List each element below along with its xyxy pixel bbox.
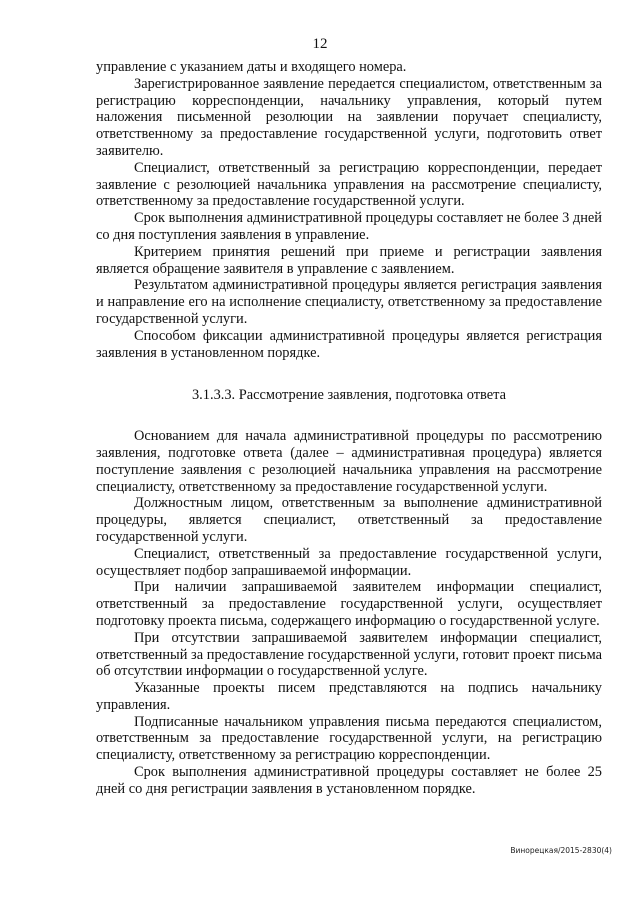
paragraph-information-absent: При отсутствии запрашиваемой заявителем информации специалист, ответственный за предоставление государственной услуги, готовит проект письма об отсутствии информации о государственной услуге. <box>96 629 602 680</box>
paragraph-decision-criterion: Критерием принятия решений при приеме и регистрации заявления является обращение заявителя в управление с заявлением. <box>96 243 602 277</box>
paragraph-information-available: При наличии запрашиваемой заявителем информации специалист, ответственный за предоставление государственной услуги, осуществляет подготовку проекта письма, содержащего информацию о государственной услуге. <box>96 579 602 629</box>
paragraph-drafts-for-signature: Указанные проекты писем представляются на подпись начальнику управления. <box>96 680 602 713</box>
paragraph-continuation: управление с указанием даты и входящего номера. <box>96 59 407 75</box>
paragraph-deadline-3-days: Срок выполнения административной процедуры составляет не более 3 дней со дня поступления заявления в управление. <box>96 210 602 243</box>
paragraph-transfer-with-resolution: Специалист, ответственный за регистрацию корреспонденции, передает заявление с резолюцией начальника управления на рассмотрение специалисту, ответственному за предоставление государственной услуги. <box>96 159 602 210</box>
paragraph-procedure-result: Результатом административной процедуры является регистрация заявления и направление его на исполнение специалисту, ответственному за предоставление государственной услуги. <box>96 277 602 327</box>
paragraph-responsible-official: Должностным лицом, ответственным за выполнение административной процедуры, является специалист, ответственный за предоставление государственной услуги. <box>96 495 602 545</box>
paragraph-deadline-25-days: Срок выполнения административной процедуры составляет не более 25 дней со дня регистрации заявления в установленном порядке. <box>96 764 602 797</box>
paragraph-information-selection: Специалист, ответственный за предоставление государственной услуги, осуществляет подбор запрашиваемой информации. <box>96 545 602 579</box>
paragraph-recording-method: Способом фиксации административной процедуры является регистрация заявления в установленном порядке. <box>96 327 602 361</box>
section-heading: 3.1.3.3. Рассмотрение заявления, подготовка ответа <box>191 387 506 404</box>
document-footer-code: Винорецкая/2015-2830(4) <box>510 846 612 855</box>
document-body <box>96 59 602 798</box>
paragraph-signed-letters-transfer: Подписанные начальником управления письма передаются специалистом, ответственным за предоставление государственной услуги, на регистрацию специалисту, ответственному за регистрацию корреспонденции. <box>96 713 602 764</box>
page-number: 12 <box>312 36 328 52</box>
paragraph-registered-application: Зарегистрированное заявление передается специалистом, ответственным за регистрацию корреспонденции, начальнику управления, который путем наложения письменной резолюции на заявлении поручает специалисту, ответственному за предоставление государственной услуги, подготовить ответ заявителю. <box>96 75 602 159</box>
paragraph-procedure-basis: Основанием для начала административной процедуры по рассмотрению заявления, подготовке ответа (далее – административная процедура) является поступление заявления с резолюцией начальника управления на рассмотрение специалисту, ответственному за предоставление государственной услуги. <box>96 428 602 495</box>
